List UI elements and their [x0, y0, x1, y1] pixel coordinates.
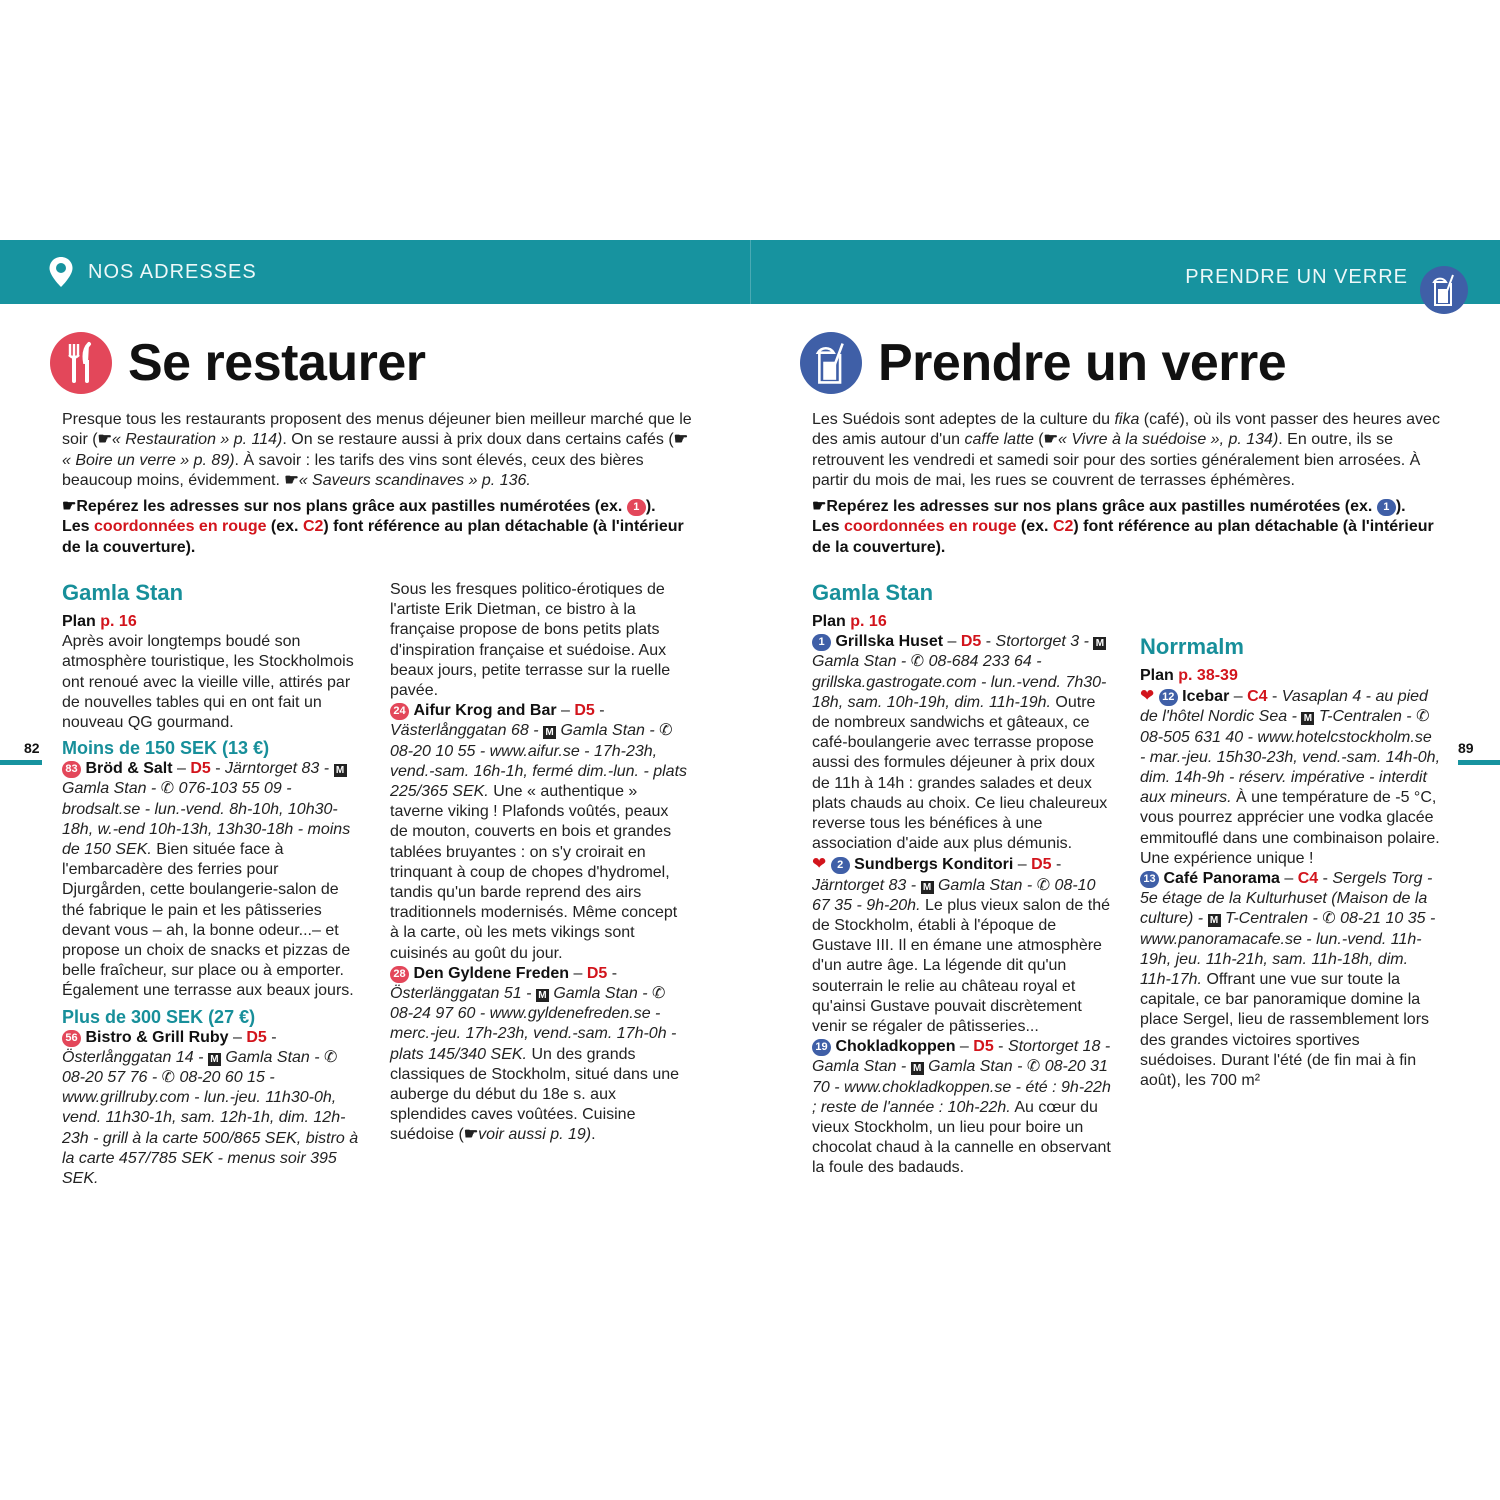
- metro-icon: M: [543, 726, 556, 739]
- banner-right-label: PRENDRE UN VERRE: [1185, 266, 1408, 288]
- metro-icon: M: [1301, 712, 1314, 725]
- metro-icon: M: [536, 989, 549, 1002]
- gutter-line: [750, 240, 751, 304]
- pastille-example: 1: [1377, 499, 1396, 516]
- section-heading: Gamla Stan: [812, 580, 934, 605]
- listing-name: Icebar: [1182, 688, 1230, 706]
- banner-left: [48, 256, 257, 288]
- listing-entry: 83 Bröd & Salt – D5 - Järntorget 83 - M Gamla Stan - ✆ 076-103 55 09 - brodsalt.se - lun.-vend. 8h-10h, 10h30-18h, w.-end 10h-13h, 13h30-18h - moins de 150 SEK. Bien située face à l'embarcadère des ferries pour Djurgården, cette boulangerie-salon de thé fabrique le pain et les pâtisseries devant vous – ah, la bonne odeur...– et propose un choix de snacks et pizzas de belle fraîcheur, sur place ou à emporter. Également une terrasse aux beaux jours.: [62, 760, 354, 1000]
- listing-name: Bröd & Salt: [85, 760, 173, 778]
- fork-knife-icon: [50, 332, 112, 394]
- map-code: C4: [1297, 870, 1319, 888]
- pastille: 83: [62, 761, 81, 778]
- map-code: D5: [586, 964, 608, 982]
- listing-name: Den Gyldene Freden: [413, 964, 570, 982]
- arrow-icon: ☛: [1043, 431, 1058, 449]
- arrow-icon: ☛: [62, 498, 77, 516]
- page-number-bar: [0, 760, 42, 765]
- phone-icon: ✆: [1322, 910, 1336, 928]
- intro: [62, 410, 692, 564]
- map-code: D5: [246, 1028, 267, 1046]
- phone-icon: ✆: [652, 985, 666, 1003]
- listing-name: Grillska Huset: [835, 633, 944, 651]
- phone-icon: ✆: [160, 780, 175, 798]
- listing-entry: ❤ 2 Sundbergs Konditori – D5 - Järntorget 83 - M Gamla Stan - ✆ 08-10 67 35 - 9h-20h. Le plus vieux salon de thé de Stockholm, établi à l'époque de Gustave III. Il en émane une atmosphère d'un autre âge. La légende dit qu'un souterrain le relie au château royal et qu'ainsi Gustave pouvait discrètement venir se régaler de pâtisseries...: [812, 854, 1110, 1036]
- metro-icon: M: [1093, 637, 1106, 650]
- listing-entry: 13 Café Panorama – C4 - Sergels Torg - 5e étage de la Kulturhuset (Maison de la culture) - M T-Centralen - ✆ 08-21 10 35 - www.panoramacafe.se - lun.-vend. 11h-19h, jeu. 11h-21h, sam. 11h-18h, dim. 11h-17h. Offrant une vue sur toute la capitale, ce bar panoramique domine la place Sergel, lieu de rassemblement lors des grandes victoires sportives suédoises. Durant l'été (de fin mai à fin août), les 700 m²: [1140, 870, 1436, 1090]
- page-title: Prendre un verre: [878, 334, 1287, 392]
- map-code: D5: [574, 702, 595, 720]
- map-code: C4: [1247, 688, 1268, 706]
- banner-left-label: NOS ADRESSES: [88, 260, 257, 283]
- pastille: 13: [1140, 871, 1159, 888]
- cocktail-glass-icon: [800, 332, 862, 394]
- heart-icon: ❤: [812, 854, 827, 874]
- intro: [812, 410, 1442, 564]
- column-1: [812, 580, 1112, 1179]
- listing-name: Bistro & Grill Ruby: [85, 1028, 229, 1046]
- listing-name: Café Panorama: [1163, 870, 1280, 888]
- phone-icon: ✆: [1416, 708, 1430, 726]
- map-legend-note: ☛Repérez les adresses sur nos plans grâce aux pastilles numérotées (ex. 1 ). Les coordonnées en rouge (ex. C2) font référence au plan détachable (à l'intérieur de la couverture).: [812, 498, 1434, 556]
- section-banner: [0, 240, 1500, 304]
- listing-entry: ❤ 12 Icebar – C4 - Vasaplan 4 - au pied de l'hôtel Nordic Sea - M T-Centralen - ✆ 08-505 631 40 - www.hotelcstockholm.se - mar.-jeu. 15h30-23h, vend.-sam. 14h-0h, dim. 14h-9h - réserv. impérative - interdit aux mineurs. À une température de -5 °C, vous pourrez apprécier une vodka glacée emmitouflé dans une combinaison polaire. Une expérience unique !: [1140, 686, 1441, 867]
- plan-ref: Plan p. 16: [62, 613, 137, 630]
- page-title: Se restaurer: [128, 334, 426, 392]
- listing-entry: 28 Den Gyldene Freden – D5 - Österlänggatan 51 - M Gamla Stan - ✆ 08-24 97 60 - www.gyldenefreden.se - merc.-jeu. 17h-23h, vend.-sam. 17h-0h - plats 145/340 SEK. Un des grands classiques de Stockholm, situé dans une auberge du début du 18e s. aux splendides caves voûtées. Cuisine suédoise (☛voir aussi p. 19).: [390, 964, 690, 1146]
- pastille: 28: [390, 966, 409, 983]
- arrow-icon: ☛: [463, 1126, 479, 1144]
- phone-icon: ✆: [324, 1048, 338, 1066]
- metro-icon: M: [911, 1062, 924, 1075]
- metro-icon: M: [921, 881, 934, 894]
- title-row: [800, 332, 1286, 394]
- pastille: 12: [1159, 689, 1178, 706]
- price-heading: Moins de 150 SEK (13 €): [62, 738, 270, 759]
- map-code: D5: [973, 1038, 994, 1056]
- listing-name: Aifur Krog and Bar: [413, 702, 557, 720]
- phone-icon: ✆: [161, 1069, 176, 1087]
- page-number: 89: [1458, 740, 1474, 756]
- listing-entry: 19 Chokladkoppen – D5 - Stortorget 18 - Gamla Stan - M Gamla Stan - ✆ 08-20 31 70 - www.chokladkoppen.se - été : 9h-22h ; reste de l'année : 10h-22h. Au cœur du vieux Stockholm, un lieu pour boire un chocolat chaud à la cannelle en observant la foule des badauds.: [812, 1038, 1111, 1177]
- pastille: 19: [812, 1039, 831, 1056]
- pastille: 2: [831, 857, 850, 874]
- section-description: Après avoir longtemps boudé son atmosphère touristique, les Stockholmois ont renoué avec la vieille ville, attirés par de nouvelles tables qui en ont fait un nouveau QG gourmand.: [62, 633, 354, 732]
- map-code: D5: [190, 760, 211, 778]
- map-legend-note: ☛Repérez les adresses sur nos plans grâce aux pastilles numérotées (ex. 1 ). Les coordonnées en rouge (ex. C2) font référence au plan détachable (à l'intérieur de la couverture).: [62, 498, 684, 556]
- metro-icon: M: [334, 764, 347, 777]
- arrow-icon: ☛: [97, 431, 112, 449]
- listing-name: Sundbergs Konditori: [854, 856, 1014, 874]
- plan-ref: Plan p. 38-39: [1140, 667, 1238, 684]
- intro-paragraph: Presque tous les restaurants proposent des menus déjeuner bien meilleur marché que le soir (☛« Restauration » p. 114). On se restaure aussi à prix doux dans certains cafés (☛« Boire un verre » p. 89). À savoir : les tarifs des vins sont élevés, ceux des bières beaucoup moins, évidemment. ☛« Saveurs scandinaves » p. 136.: [62, 410, 692, 491]
- column-1: [62, 580, 362, 1189]
- listing-entry-continued: Sous les fresques politico-érotiques de l'artiste Erik Dietman, ce bistro à la française propose de bons petits plats d'inspiration française et suédoise. Aux beaux jours, petite terrasse sur la ruelle pavée.: [390, 581, 671, 700]
- metro-icon: M: [1208, 914, 1221, 927]
- pastille-example: 1: [627, 499, 646, 516]
- price-heading: Plus de 300 SEK (27 €): [62, 1006, 256, 1027]
- plan-ref: Plan p. 16: [812, 613, 887, 630]
- phone-icon: ✆: [659, 722, 673, 740]
- listing-entry: 56 Bistro & Grill Ruby – D5 - Österlånggatan 14 - M Gamla Stan - ✆ 08-20 57 76 - ✆ 08-20 60 15 - www.grillruby.com - lun.-jeu. 11h30-0h, vend. 11h30-1h, sam. 12h-1h, dim. 12h-23h - grill à la carte 500/865 SEK, bistro à la carte 457/785 SEK - menus soir 395 SEK.: [62, 1028, 359, 1188]
- listing-name: Chokladkoppen: [835, 1038, 956, 1056]
- map-code: D5: [1031, 856, 1052, 874]
- metro-icon: M: [208, 1053, 221, 1066]
- phone-icon: ✆: [1036, 876, 1051, 894]
- right-page: [750, 304, 1500, 1500]
- arrow-icon: ☛: [812, 498, 827, 516]
- phone-icon: ✆: [1026, 1058, 1041, 1076]
- phone-icon: ✆: [910, 653, 925, 671]
- section-heading: Norrmalm: [1140, 634, 1244, 659]
- pastille: 24: [390, 703, 409, 720]
- page-number: 82: [24, 740, 40, 756]
- pastille: 1: [812, 634, 831, 651]
- listing-entry: 24 Aifur Krog and Bar – D5 - Västerlånggatan 68 - M Gamla Stan - ✆ 08-20 10 55 - www.aifur.se - 17h-23h, vend.-sam. 16h-1h, fermé dim.-lun. - plats 225/365 SEK. Une « authentique » taverne viking ! Plafonds voûtés, peaux de mouton, couverts en bois et grandes tablées bruyantes : on s'y croirait en trinquant à coup de chopes d'hydromel, tandis qu'un barde reprend des airs traditionnels modernisés. Même concept à la carte, où les mets vikings sont cuisinés au goût du jour.: [390, 702, 688, 962]
- left-page: [0, 304, 750, 1500]
- page-number-bar: [1458, 760, 1500, 765]
- section-heading: Gamla Stan: [62, 580, 184, 605]
- arrow-icon: ☛: [284, 471, 299, 489]
- column-2: [390, 580, 690, 1146]
- arrow-icon: ☛: [673, 431, 689, 449]
- column-2: [1140, 580, 1440, 1091]
- heart-icon: ❤: [1140, 686, 1155, 706]
- map-code: D5: [960, 633, 982, 651]
- pastille: 56: [62, 1030, 81, 1047]
- map-pin-icon: [48, 256, 74, 288]
- intro-paragraph: Les Suédois sont adeptes de la culture du fika (café), où ils vont passer des heures avec des amis autour d'un caffe latte (☛« Vivre à la suédoise », p. 134). En outre, ils se retrouvent les vendredi et samedi soir pour des sorties généralement bien arrosées. À partir du mois de mai, les rues se couvrent de terrasses éphémères.: [812, 411, 1440, 489]
- listing-entry: 1 Grillska Huset – D5 - Stortorget 3 - M Gamla Stan - ✆ 08-684 233 64 - grillska.gastrogate.com - lun.-vend. 7h30-18h, sam. 10h-19h, dim. 11h-19h. Outre de nombreux sandwichs et gâteaux, ce café-boulangerie avec terrasse propose aussi des formules déjeuner à prix doux de 11h à 14h : grandes salades et deux plats chauds au choix. Ce lieu chaleureux reverse tous les bénéfices à une association d'aide aux plus démunis.: [812, 633, 1108, 853]
- title-row: [50, 332, 426, 394]
